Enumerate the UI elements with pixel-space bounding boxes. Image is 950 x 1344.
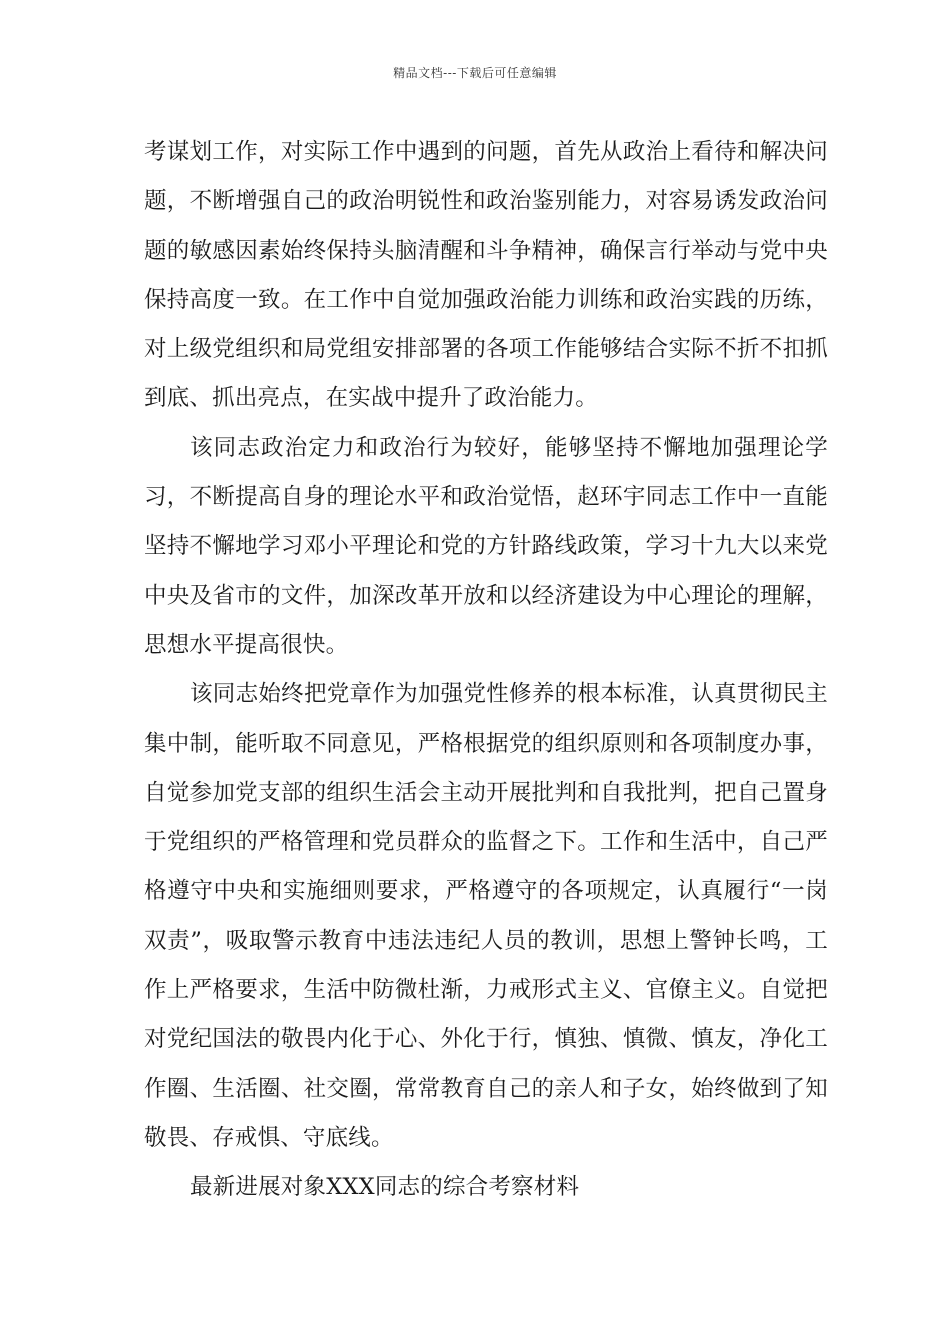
document-body <box>144 128 828 1213</box>
paragraph-theory-study: 该同志政治定力和政治行为较好，能够坚持不懈地加强理论学习，不断提高自身的理论水平和政治觉悟，赵环宇同志工作中一直能坚持不懈地学习邓小平理论和党的方针路线政策，学习十九大以来党中央及省市的文件，加深改革开放和以经济建设为中心理论的理解，思想水平提高很快。 <box>144 434 828 658</box>
paragraph-party-discipline: 该同志始终把党章作为加强党性修养的根本标准，认真贯彻民主集中制，能听取不同意见，严格根据党的组织原则和各项制度办事，自觉参加党支部的组织生活会主动开展批判和自我批判，把自己置身于党组织的严格管理和党员群众的监督之下。工作和生活中，自己严格遵守中央和实施细则要求，严格遵守的各项规定，认真履行“一岗双责”，吸取警示教育中违法违纪人员的教训，思想上警钟长鸣，工作上严格要求，生活中防微杜渐，力戒形式主义、官僚主义。自觉把对党纪国法的敬畏内化于心、外化于行，慎独、慎微、慎友，净化工作圈、生活圈、社交圈，常常教育自己的亲人和子女，始终做到了知敬畏、存戒惧、守底线。 <box>144 681 828 1151</box>
paragraph-political-ability: 考谋划工作，对实际工作中遇到的问题，首先从政治上看待和解决问题，不断增强自己的政治明锐性和政治鉴别能力，对容易诱发政治问题的敏感因素始终保持头脑清醒和斗争精神，确保言行举动与党中央保持高度一致。在工作中自觉加强政治能力训练和政治实践的历练，对上级党组织和局党组安排部署的各项工作能够结合实际不折不扣抓到底、抓出亮点，在实战中提升了政治能力。 <box>144 139 828 412</box>
paragraph-title-line: 最新进展对象XXX同志的综合考察材料 <box>190 1174 580 1201</box>
page-header: 精品文档---下载后可任意编辑 <box>393 66 557 80</box>
